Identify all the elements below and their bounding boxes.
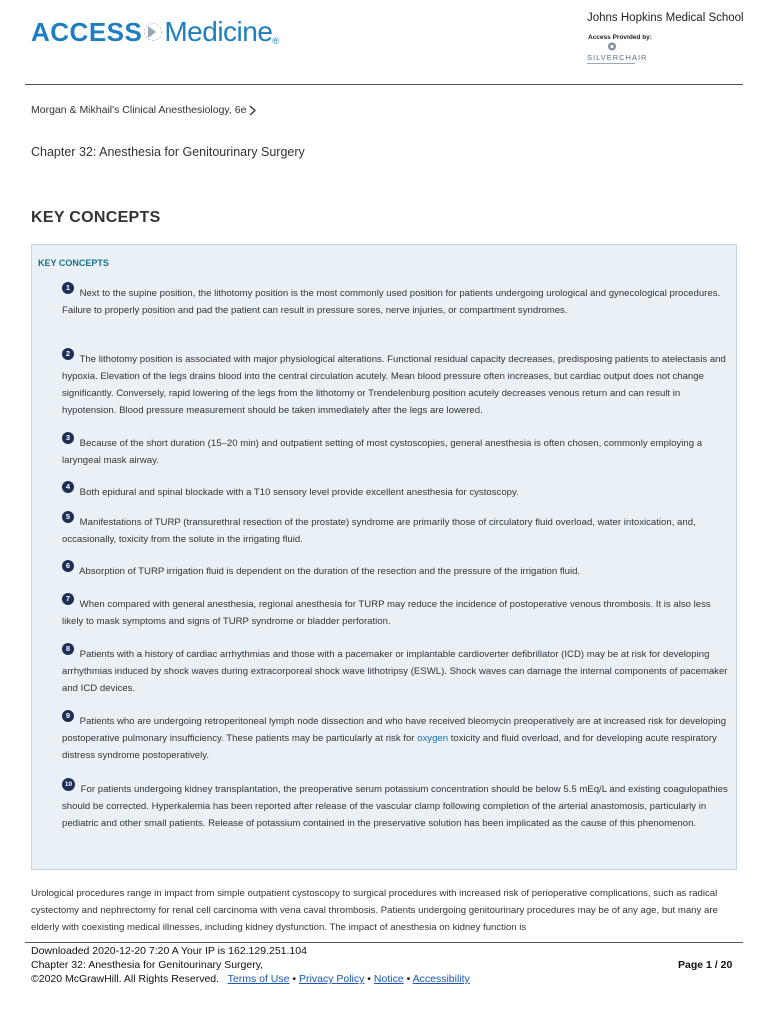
- institution-name: Johns Hopkins Medical School: [587, 12, 744, 24]
- key-concepts-box: [31, 244, 737, 870]
- logo-registered-mark: ®: [272, 36, 280, 46]
- key-concept-9: [62, 713, 730, 764]
- logo-arrow-icon: [143, 16, 163, 48]
- concept-text: Because of the short duration (15–20 min) and outpatient setting of most cystoscopies, general anesthesia is often chosen, commonly employing a laryngeal mask airway.: [62, 438, 703, 466]
- footer-separator: •: [367, 973, 371, 985]
- concept-text: Absorption of TURP irrigation fluid is dependent on the duration of the resection and the pressure of the irrigation fluid.: [79, 566, 581, 577]
- oxygen-link[interactable]: oxygen: [417, 733, 449, 744]
- footer-copyright: ©2020 McGrawHill. All Rights Reserved.: [31, 973, 220, 985]
- key-concept-7: [62, 596, 730, 630]
- concept-number-badge: 4: [62, 481, 74, 493]
- concept-text: Both epidural and spinal blockade with a T10 sensory level provide excellent anesthesia for cystoscopy.: [79, 487, 519, 498]
- breadcrumb[interactable]: [31, 104, 256, 116]
- page-number: Page 1 / 20: [678, 959, 733, 971]
- logo-medicine-text: Medicine: [164, 16, 273, 47]
- concept-number-badge: 3: [62, 432, 74, 444]
- silverchair-icon: [607, 42, 617, 51]
- key-concept-5: [62, 514, 730, 548]
- footer-divider: [25, 942, 743, 943]
- concept-text: Patients with a history of cardiac arrhythmias and those with a pacemaker or implantable cardioverter defibrillator (ICD) may be at risk for developing arrhythmias induced by shock waves during extracorporeal shock wave lithotripsy (ESWL). Shock waves can damage the internal components of pacemaker and ICD devices.: [62, 649, 728, 694]
- footer-links-row: [31, 973, 470, 985]
- key-concept-8: [62, 646, 730, 697]
- chapter-title: Chapter 32: Anesthesia for Genitourinary Surgery: [31, 145, 305, 159]
- key-concept-2: [62, 351, 730, 419]
- key-concepts-box-title: KEY CONCEPTS: [38, 258, 109, 268]
- key-concept-3: [62, 435, 730, 469]
- notice-link[interactable]: Notice: [373, 973, 404, 985]
- logo-access-text: ACCESS: [31, 16, 143, 47]
- access-medicine-logo[interactable]: [31, 12, 279, 52]
- footer-separator: •: [406, 973, 411, 985]
- concept-text: Manifestations of TURP (transurethral resection of the prostate) syndrome are primarily those of circulatory fluid overload, water intoxication, and, occasionally, toxicity from the solute in the irrigating fluid.: [62, 517, 696, 545]
- concept-number-badge: 2: [62, 348, 74, 360]
- key-concept-10: [62, 781, 730, 832]
- concept-number-badge: 5: [62, 511, 74, 523]
- provider-name: SILVERCHAIR: [587, 53, 648, 62]
- key-concept-4: [62, 484, 730, 501]
- key-concept-1: [62, 285, 730, 319]
- concept-number-badge: 8: [62, 643, 74, 655]
- header-divider: [25, 84, 743, 85]
- footer-separator: •: [292, 973, 297, 985]
- footer-download-info: Downloaded 2020-12-20 7:20 A Your IP is 162.129.251.104: [31, 945, 307, 957]
- concept-number-badge: 9: [62, 710, 74, 722]
- access-provided-label: Access Provided by:: [588, 34, 652, 41]
- provider-underline: [587, 63, 635, 64]
- concept-text: The lithotomy position is associated with major physiological alterations. Functional residual capacity decreases, predisposing patients to atelectasis and hypoxia. Elevation of the legs drains blood into the central circulation acutely. Mean blood pressure often increases, but cardiac output does not change significantly. Conversely, rapid lowering of the legs from the lithotomy or Trendelenburg position acutely decreases venous return and can result in hypotension. Blood pressure measurement should be taken immediately after the legs are lowered.: [62, 354, 726, 416]
- concept-number-badge: 1: [62, 282, 74, 294]
- key-concept-6: [62, 563, 730, 580]
- key-concepts-heading: KEY CONCEPTS: [31, 209, 161, 226]
- accessibility-link[interactable]: Accessibility: [412, 973, 470, 985]
- concept-text: Next to the supine position, the lithotomy position is the most commonly used position for patients undergoing urological and gynecological procedures. Failure to properly position and pad the patient can result in pressure sores, nerve injuries, or compartment syndromes.: [62, 288, 721, 316]
- page-header: [0, 0, 768, 84]
- concept-text: For patients undergoing kidney transplantation, the preoperative serum potassium concentration should be below 5.5 mEq/L and existing coagulopathies should be corrected. Hyperkalemia has been reported after release of the vascular clamp following completion of the arterial anastomosis, particularly in pediatric and other small patients. Release of potassium contained in the preservative solution has been implicated as the cause of this phenomenon.: [62, 784, 728, 829]
- privacy-policy-link[interactable]: Privacy Policy: [299, 973, 365, 985]
- chevron-right-icon[interactable]: [249, 105, 256, 116]
- footer-chapter: Chapter 32: Anesthesia for Genitourinary Surgery,: [31, 959, 264, 971]
- concept-number-badge: 10: [62, 778, 75, 791]
- concept-text-before: Patients who are undergoing retroperitoneal lymph node dissection and who have received bleomycin preoperatively are at increased risk for developing postoperative pulmonary insufficiency. These patients may be particularly at risk for: [62, 716, 727, 744]
- breadcrumb-book-link[interactable]: Morgan & Mikhail's Clinical Anesthesiology, 6e: [31, 104, 247, 116]
- concept-text-after: toxicity and fluid overload, and for developing acute respiratory distress syndrome postoperatively.: [62, 733, 717, 761]
- concept-number-badge: 6: [62, 560, 74, 572]
- terms-of-use-link[interactable]: Terms of Use: [227, 973, 290, 985]
- body-paragraph: Urological procedures range in impact from simple outpatient cystoscopy to surgical procedures with increased risk of perioperative complications, such as radical cystectomy and nephrectomy for renal cell carcinoma with vena caval thrombosis. Patients undergoing genitourinary procedures may be of any age, but many are elderly with coexisting medical illnesses, including kidney dysfunction. The impact of anesthesia on kidney function is: [31, 888, 718, 933]
- concept-number-badge: 7: [62, 593, 74, 605]
- concept-text: When compared with general anesthesia, regional anesthesia for TURP may reduce the incidence of postoperative venous thrombosis. It is also less likely to mask symptoms and signs of TURP syndrome or bladder perforation.: [62, 599, 711, 627]
